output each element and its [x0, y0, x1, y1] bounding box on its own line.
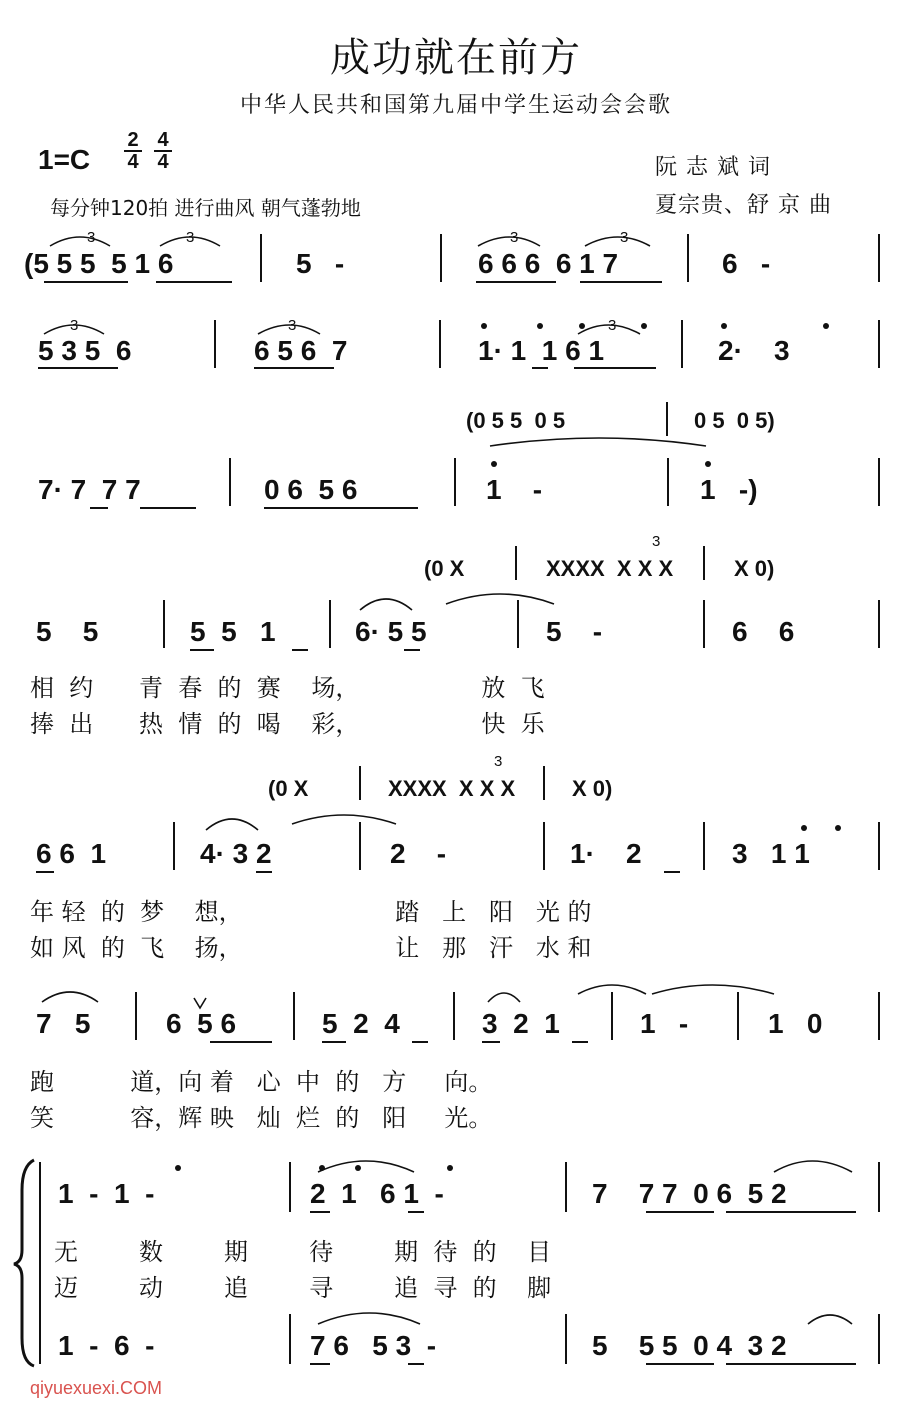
triplet-mark: 3 [494, 753, 503, 770]
measure-22: 3 1 1 [732, 838, 810, 869]
lyric-verse-1-line-3: 跑 道，向 着 心 中 的 方 向。 [30, 1068, 493, 1096]
measure-17: 6 6 [732, 616, 795, 647]
lower-voice-measure-30: 7 6 5 3 - [310, 1330, 437, 1361]
triplet-mark: 3 [620, 229, 629, 246]
triplet-mark: 3 [608, 317, 617, 334]
triplet-mark: 3 [87, 229, 96, 246]
measure-11: 1 - [486, 474, 543, 505]
lyric-verse-1-line-2: 年 轻 的 梦 想， 踏 上 阳 光 的 [30, 898, 592, 926]
lyric-verse-2-line-3: 笑 容，辉 映 灿 烂 的 阳 光。 [30, 1104, 493, 1132]
upper-voice-measure-29: 1 - 1 - [58, 1178, 155, 1209]
lyricist-credit: 阮 志 斌 词 [655, 155, 771, 180]
measure-20: 2 - [390, 838, 447, 869]
composer-credit: 夏宗贵、舒 京 曲 [655, 193, 832, 218]
upper-voice-measure-30: 2 1 6 1 - [310, 1178, 444, 1209]
octave-dots [175, 323, 841, 1171]
measure-1: (5 5 5 5 1 6 [24, 248, 174, 279]
site-watermark: qiyuexuexi.COM [30, 1378, 163, 1398]
triplet-mark: 3 [70, 317, 79, 334]
song-subtitle: 中华人民共和国第九届中学生运动会会歌 [239, 93, 672, 118]
measure-3: 6 6 6 6 1 7 [478, 248, 619, 279]
measure-12: 1 -) [700, 474, 758, 505]
measure-4: 6 - [722, 248, 771, 279]
lower-voice-measure-29: 1 - 6 - [58, 1330, 155, 1361]
measure-27: 1 - [640, 1008, 689, 1039]
measure-13: 5 5 [36, 616, 99, 647]
measure-28: 1 0 [768, 1008, 823, 1039]
measure-21: 1· 2 [570, 838, 642, 869]
measure-6: 6 5 6 7 [254, 335, 348, 366]
percussion-rhythm-5: XXXX X X X [388, 776, 516, 801]
measure-8: 2· 3 [718, 335, 790, 366]
percussion-rhythm-3: X 0) [734, 556, 775, 581]
measure-16: 5 - [546, 616, 603, 647]
time-signature-2-4 [122, 130, 144, 172]
triplet-mark: 3 [186, 229, 195, 246]
lyric-verse-2-line-2: 如 风 的 飞 扬， 让 那 汗 水 和 [30, 934, 592, 962]
time-signature-4-4 [152, 130, 174, 172]
measure-25: 5 2 4 [322, 1008, 400, 1039]
measure-14: 5 5 1 [190, 616, 276, 647]
accompaniment-rhythm-2: 0 5 0 5) [694, 408, 775, 433]
lyric-verse-2-line-4: 迈 动 追 寻 追 寻 的 脚 [54, 1274, 552, 1302]
measure-24: 6 5 6 [166, 1008, 237, 1039]
accompaniment-rhythm-1: (0 5 5 0 5 [466, 408, 566, 433]
time-sig-denominator: 4 [127, 151, 139, 173]
lyric-verse-2-line-1: 捧 出 热 情 的 喝 彩， 快 乐 [30, 710, 545, 738]
measure-15: 6· 5 5 [355, 616, 427, 647]
triplet-mark: 3 [510, 229, 519, 246]
measure-26: 3 2 1 [482, 1008, 560, 1039]
measure-23: 7 5 [36, 1008, 91, 1039]
upper-voice-measure-31: 7 7 7 0 6 5 2 [592, 1178, 787, 1209]
time-sig-numerator: 4 [157, 129, 169, 151]
lower-voice-measure-31: 5 5 5 0 4 3 2 [592, 1330, 787, 1361]
measure-7: 1· 1 1 6 1 [478, 335, 605, 366]
lyric-verse-1-line-4: 无 数 期 待 期 待 的 目 [54, 1238, 552, 1266]
percussion-rhythm-6: X 0) [572, 776, 613, 801]
triplet-mark: 3 [652, 533, 661, 550]
system-brace [14, 1160, 34, 1366]
percussion-rhythm-4: (0 X [268, 776, 309, 801]
measure-10: 0 6 5 6 [264, 474, 358, 505]
key-signature: 1=C [38, 144, 91, 175]
measure-2: 5 - [296, 248, 345, 279]
measure-9: 7· 7 7 7 [38, 474, 141, 505]
measure-5: 5 3 5 6 [38, 335, 132, 366]
song-title: 成功就在前方 [330, 35, 582, 81]
tempo-marking: 每分钟120拍 进行曲风 朝气蓬勃地 [50, 196, 361, 220]
time-sig-numerator: 2 [127, 129, 139, 151]
measure-18: 6 6 1 [36, 838, 107, 869]
time-sig-denominator: 4 [157, 151, 169, 173]
percussion-rhythm-1: (0 X [424, 556, 465, 581]
lyric-verse-1-line-1: 相 约 青 春 的 赛 场， 放 飞 [30, 674, 545, 702]
measure-19: 4· 3 2 [200, 838, 272, 869]
triplet-mark: 3 [288, 317, 297, 334]
breath-mark [194, 998, 206, 1008]
percussion-rhythm-2: XXXX X X X [546, 556, 674, 581]
